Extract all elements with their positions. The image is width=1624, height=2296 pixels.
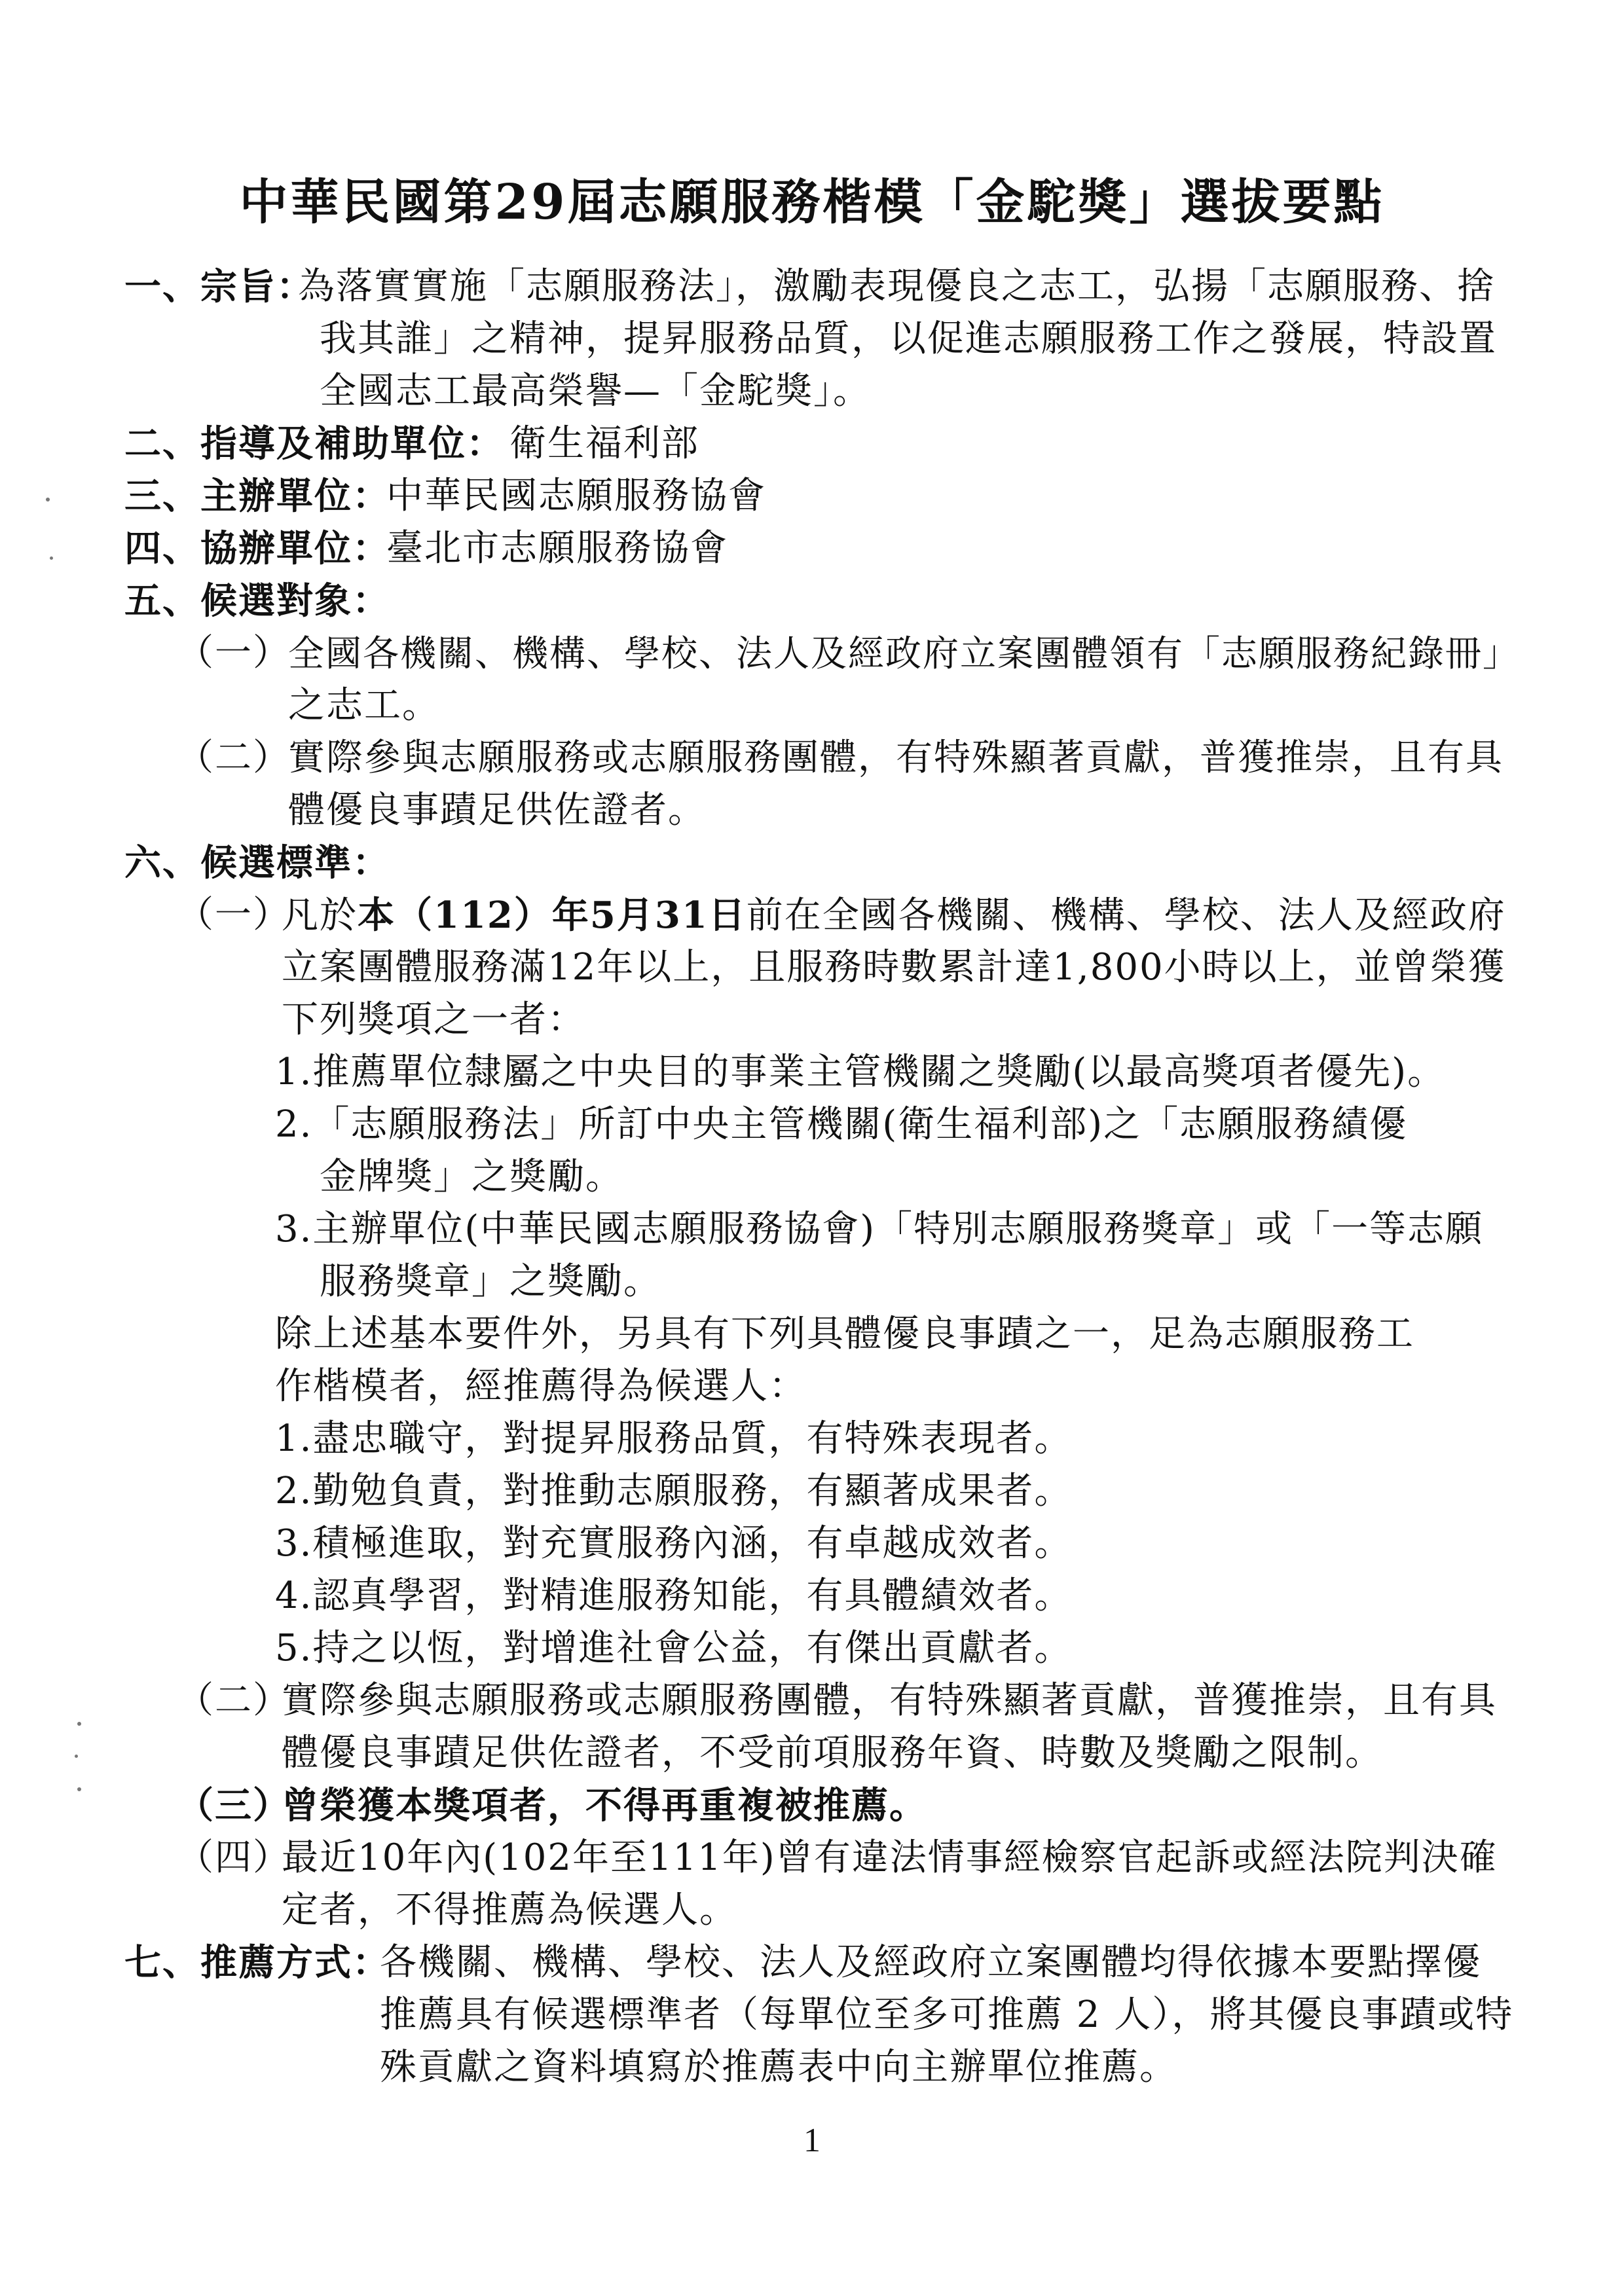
section-7-line-2: 推薦具有候選標準者（每單位至多可推薦 2 人），將其優良事蹟或特 [380,1994,1514,2036]
section-7-line-3: 殊貢獻之資料填寫於推薦表中向主辦單位推薦。 [380,2046,1177,2088]
section-4-label: 四、協辦單位： [124,527,390,570]
section-2-text: 衛生福利部 [509,422,699,465]
award-item-3-line-2: 服務獎章」之獎勵。 [320,1260,661,1303]
extra-requirement-line-1: 除上述基本要件外，另具有下列具體優良事蹟之一，足為志願服務工 [275,1313,1414,1355]
section-6-item-2-line-1: 實際參與志願服務或志願服務團體，有特殊顯著貢獻，普獲推崇，且有具 [282,1679,1497,1722]
section-6-item-1-line-2: 立案團體服務滿12年以上，且服務時數累計達1,800小時以上，並曾榮獲 [282,946,1506,989]
award-item-2-line-1: 2.「志願服務法」所訂中央主管機關(衛生福利部)之「志願服務績優 [275,1103,1408,1146]
section-5-item-1-line-2: 之志工。 [288,684,440,727]
section-6-item-2-line-2: 體優良事蹟足供佐證者，不受前項服務年資、時數及獎勵之限制。 [282,1732,1383,1774]
document-title: 中華民國第29屆志願服務楷模「金駝獎」選拔要點 [239,174,1385,230]
section-6-item-3-number: （三） [177,1784,291,1827]
criteria-item-4: 4.認真學習，對精進服務知能，有具體績效者。 [275,1575,1073,1617]
section-6-item-3-text: 曾榮獲本獎項者，不得再重複被推薦。 [282,1784,927,1827]
criteria-item-3: 3.積極進取，對充實服務內涵，有卓越成效者。 [275,1522,1073,1565]
section-5-item-2-number: （二） [177,737,291,779]
section-5-item-2-line-1: 實際參與志願服務或志願服務團體，有特殊顯著貢獻，普獲推崇，且有具 [288,737,1504,779]
section-6-item-1-line-3: 下列獎項之一者： [282,998,585,1041]
section-6-item-1-suffix: 前在全國各機關、機構、學校、法人及經政府 [746,894,1506,937]
scan-speck [75,1755,78,1758]
extra-requirement-line-2: 作楷模者，經推薦得為候選人： [275,1365,807,1408]
section-6-item-2-number: （二） [177,1679,291,1722]
section-1-line-1: 為落實實施「志願服務法」，激勵表現優良之志工，弘揚「志願服務、捨 [298,265,1495,308]
section-5-label: 五、候選對象： [124,579,390,623]
scan-speck [77,1722,81,1726]
award-item-1: 1.推薦單位隸屬之中央目的事業主管機關之獎勵(以最高獎項者優先)。 [275,1051,1446,1093]
section-6-item-4-line-1: 最近10年內(102年至111年)曾有違法情事經檢察官起訴或經法院判決確 [282,1836,1498,1879]
section-6-item-1-line-1 [282,889,1506,942]
section-1-line-3: 全國志工最高榮譽—「金駝獎」。 [320,370,871,412]
section-2-label: 二、指導及補助單位： [124,422,504,465]
award-item-3-line-1: 3.主辦單位(中華民國志願服務協會)「特別志願服務獎章」或「一等志願 [275,1208,1484,1250]
section-5-item-1-line-1: 全國各機關、機構、學校、法人及經政府立案團體領有「志願服務紀錄冊」 [288,632,1521,674]
section-7-label: 七、推薦方式： [124,1941,390,1984]
criteria-item-2: 2.勤勉負責，對推動志願服務，有顯著成果者。 [275,1470,1073,1512]
section-6-item-1-prefix: 凡於 [282,894,358,937]
section-6-item-1-number: （一） [177,894,291,936]
section-4-text: 臺北市志願服務協會 [386,527,728,570]
section-3-label: 三、主辦單位： [124,475,390,518]
criteria-item-1: 1.盡忠職守，對提昇服務品質，有特殊表現者。 [275,1417,1073,1460]
section-1-line-2: 我其誰」之精神，提昇服務品質，以促進志願服務工作之發展，特設置 [320,318,1497,360]
scan-speck [46,498,50,501]
section-5-item-1-number: （一） [177,632,291,674]
section-1-label: 一、宗旨： [124,265,314,308]
section-6-item-4-number: （四） [177,1836,291,1879]
page-number: 1 [803,2122,821,2159]
section-5-item-2-line-2: 體優良事蹟足供佐證者。 [288,789,706,831]
section-6-label: 六、候選標準： [124,841,390,884]
award-item-2-line-2: 金牌獎」之獎勵。 [320,1156,623,1198]
section-6-item-4-line-2: 定者，不得推薦為候選人。 [282,1889,737,1931]
scan-speck [77,1787,81,1791]
section-7-line-1: 各機關、機構、學校、法人及經政府立案團體均得依據本要點擇優 [380,1941,1481,1984]
section-6-item-1-date: 本（112）年5月31日 [358,894,747,937]
section-3-text: 中華民國志願服務協會 [386,475,766,517]
criteria-item-5: 5.持之以恆，對增進社會公益，有傑出貢獻者。 [275,1627,1073,1669]
scan-speck [50,556,53,560]
